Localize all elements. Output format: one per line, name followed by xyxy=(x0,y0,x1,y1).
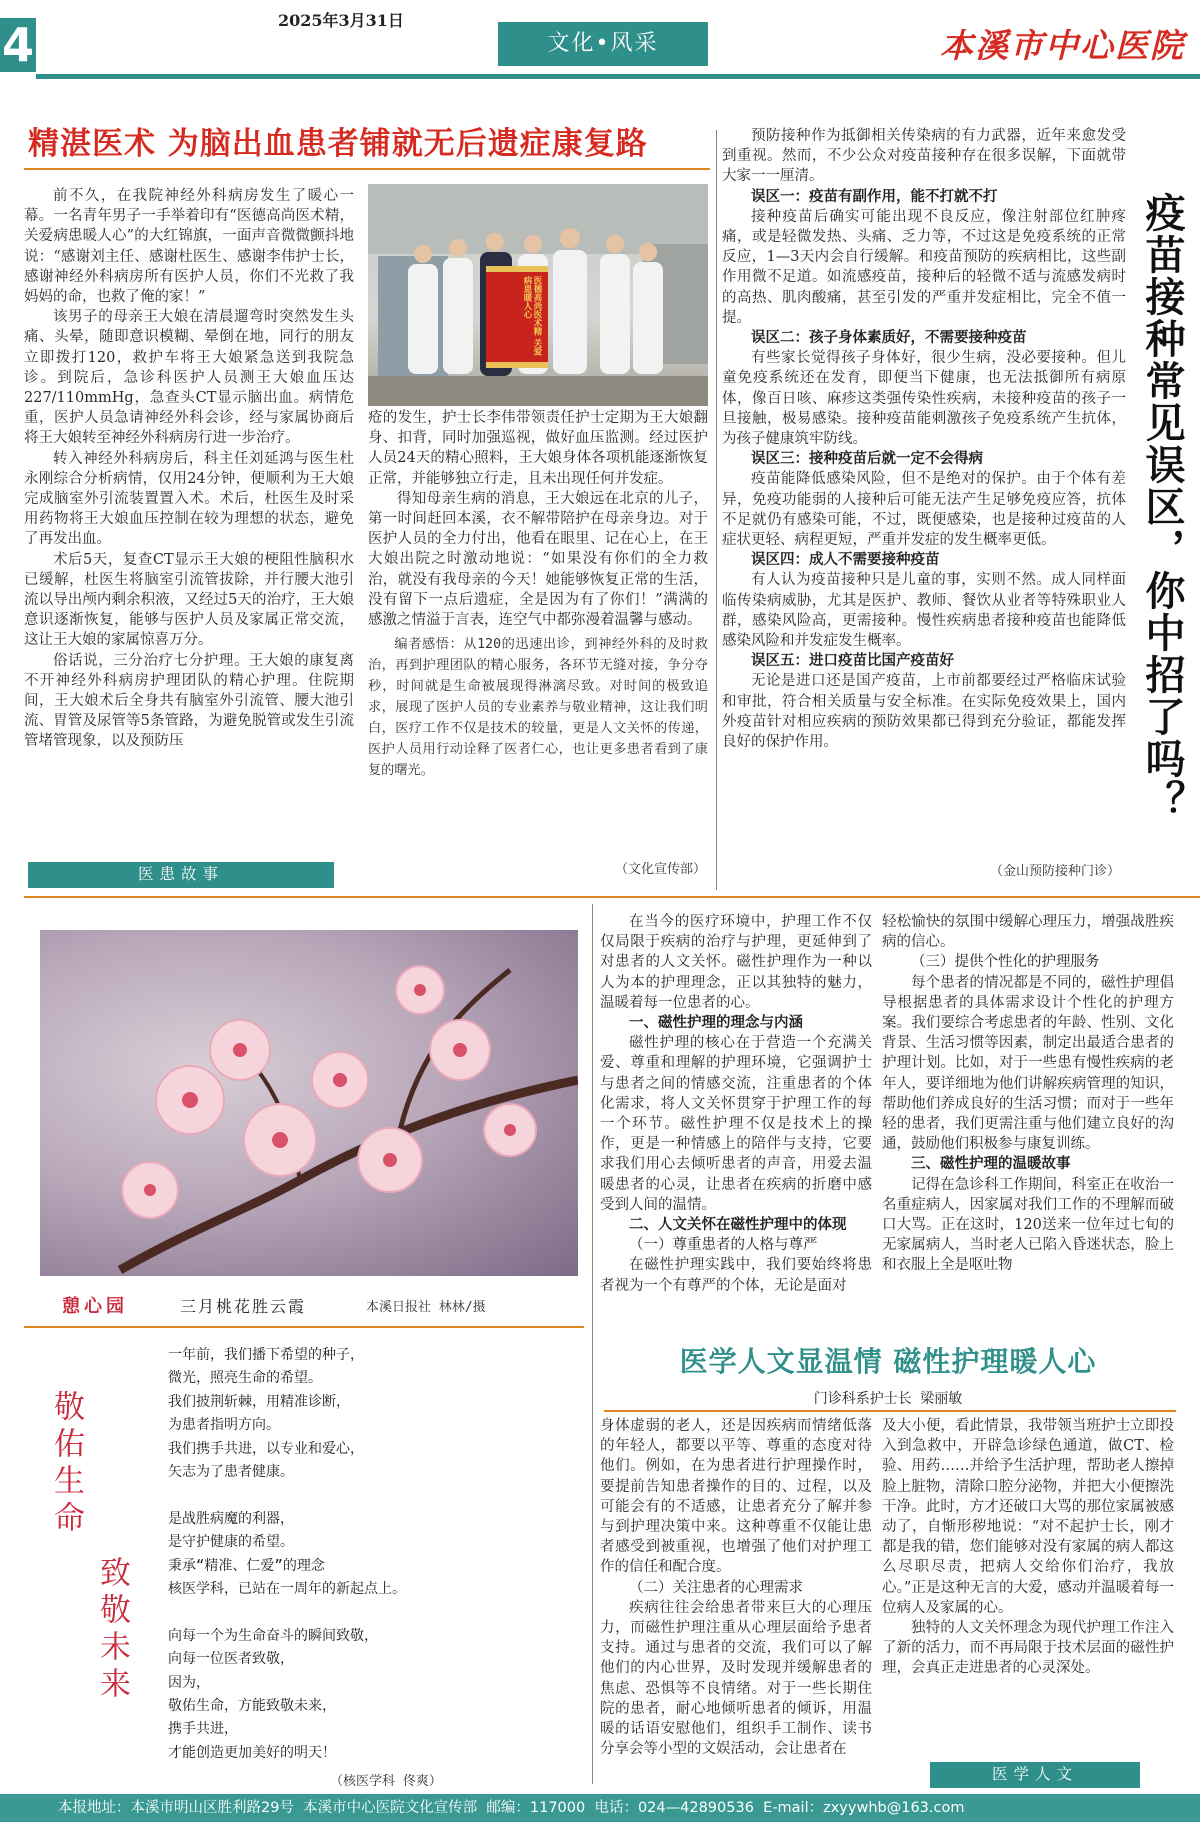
photo-credit: 本溪日报社 林林/摄 xyxy=(366,1300,486,1315)
a1-para-4: 术后5天，复查CT显示王大娘的梗阻性脑积水已缓解，杜医生将脑室引流管拔除，并行腰大池引流以导出颅内剩余积液，又经过5天的治疗，王大娘意识逐渐恢复，能够与医护人员及家属正常交流，这让王大娘的家属惊喜万分。 xyxy=(24,551,354,649)
poem-title-left: 敬佑生命 xyxy=(48,1390,84,1538)
article3-byline: 门诊科系护士长 梁丽敏 xyxy=(813,1391,963,1407)
article2-col xyxy=(722,126,1126,752)
a1-para-3: 转入神经外科病房后，科主任刘延鸿与医生杜永刚综合分析病情，仅用24分钟，便顺利为王大娘完成脑室外引流装置置入术。术后，杜医生及时采用药物将王大娘血压控制在较为理想的状态，避免了再发出血。 xyxy=(24,450,354,548)
article-divider xyxy=(716,130,717,890)
sub-heading: （三）提供个性化的护理服务 xyxy=(911,954,1100,971)
poem-title-right: 致敬未来 xyxy=(94,1556,130,1704)
article3-col2 xyxy=(882,912,1174,1276)
title-rule xyxy=(24,168,710,170)
article3-col3 xyxy=(600,1416,872,1759)
page-number: 4 xyxy=(1,18,34,72)
a2-p5: 无论是进口还是国产疫苗，上市前都要经过严格临床试验和审批，符合相关质量与安全标准。在实际免疫效果上，国内外疫苗针对相应疾病的预防效果都已得到充分验证，都能发挥良好的保护作用。 xyxy=(722,673,1126,751)
article1-credit: （文化宣传部） xyxy=(614,862,706,877)
poem-body xyxy=(168,1344,578,1765)
a2-h4: 误区四：成人不需要接种疫苗 xyxy=(751,552,940,569)
poem-line: 核医学科，已站在一周年的新起点上。 xyxy=(168,1581,406,1598)
issue-date: 2025年3月31日 xyxy=(278,11,404,30)
section-title: 文化•风采 xyxy=(498,22,708,66)
section-heading: 一、磁性护理的理念与内涵 xyxy=(629,1015,803,1032)
poem-line: 向每一个为生命奋斗的瞬间致敬， xyxy=(168,1627,378,1644)
poem-line: 微光，照亮生命的希望。 xyxy=(168,1370,322,1387)
a1-col2-para-1: 疮的发生，护士长李伟带领责任护士定期为王大娘翻身、扣背，同时加强巡视，做好血压监测。经过医护人员24天的精心照料，王大娘身体各项机能逐渐恢复正常，并能够独立行走，且未出现任何并发症。 xyxy=(368,410,708,487)
poem-line: 是守护健康的希望。 xyxy=(168,1534,294,1551)
a2-p3: 疫苗能降低感染风险，但不是绝对的保护。由于个体有差异，免疫功能弱的人接种后可能无法产生足够免疫应答，抗体不足就仍有感染可能，不过，既便感染，也是接种过疫苗的人症状更轻、病程更短，严重并发症的发生概率更低。 xyxy=(722,471,1126,549)
article2-credit: （金山预防接种门诊） xyxy=(989,864,1120,879)
a2-p4: 有人认为疫苗接种只是儿童的事，实则不然。成人同样面临传染病威胁，尤其是医护、教师、餐饮从业者等特殊职业人群，感染风险高，更需接种。慢性疾病患者接种疫苗也能降低感染风险和并发症发生概率。 xyxy=(722,572,1126,650)
footer-bar xyxy=(0,1794,1200,1822)
poem-line: 向每一位医者致敬， xyxy=(168,1651,294,1668)
a2-p1: 接种疫苗后确实可能出现不良反应，像注射部位红肿疼痛，或是轻微发热、头痛、乏力等，不过这是免疫系统的正常反应，1—3天内会自行缓解。和疫苗预防的疾病相比，这些副作用微不足道。如流感疫苗，接种后的轻微不适与流感发病时的高热、肌肉酸痛，甚至引发的严重并发症相比，完全不值一提。 xyxy=(722,208,1126,326)
article3-title: 医学人文显温情 磁性护理暖人心 xyxy=(679,1345,1097,1378)
sub-heading: （一）尊重患者的人格与尊严 xyxy=(629,1237,818,1254)
poem-line: 我们披荆斩棘，用精准诊断， xyxy=(168,1393,350,1410)
a2-intro: 预防接种作为抵御相关传染病的有力武器，近年来愈发受到重视。然而，不少公众对疫苗接种存在很多误解，下面就带大家一一厘清。 xyxy=(722,128,1126,185)
a1-col2-para-2: 得知母亲生病的消息，王大娘远在北京的儿子，第一时间赶回本溪，衣不解带陪护在母亲身边。对于医护人员的全力付出，他看在眼里、记在心上，在王大娘出院之时激动地说：“如果没有你们的全力救治，就没有我母亲的今天！她能够恢复正常的生活，没有留下一点后遗症，全是因为有了你们！”满满的感激之情溢于言表，连空气中都弥漫着温馨与感动。 xyxy=(368,490,708,629)
masthead: 本溪市中心医院 xyxy=(940,26,1185,65)
article1-tag: 医患故事 xyxy=(28,862,334,888)
article1-col1 xyxy=(24,186,354,752)
paragraph: 在磁性护理实践中，我们要始终将患者视为一个有尊严的个体，无论是面对 xyxy=(600,1257,872,1294)
lower-divider xyxy=(592,904,593,1784)
paragraph: 轻松愉快的氛围中缓解心理压力，增强战胜疾病的信心。 xyxy=(882,914,1174,951)
paragraph: 记得在急诊科工作期间，科室正在收治一名重症病人，因家属对我们工作的不理解而破口大骂。正在这时，120送来一位年过七旬的无家属病人，当时老人已陷入昏迷状态，脸上和衣服上全是呕吐物 xyxy=(882,1176,1174,1274)
poem-line: 为患者指明方向。 xyxy=(168,1417,280,1434)
article3-tag: 医学人文 xyxy=(930,1762,1140,1788)
poem-line: 因为， xyxy=(168,1674,210,1691)
poem-line: 才能创造更加美好的明天！ xyxy=(168,1744,336,1761)
section-separator xyxy=(24,896,1200,898)
article3-col4 xyxy=(882,1416,1174,1679)
poem-credit: （核医学科 佟爽） xyxy=(330,1774,442,1789)
paragraph: 独特的人文关怀理念为现代护理工作注入了新的活力，而不再局限于技术层面的磁性护理，会真正走进患者的心灵深处。 xyxy=(882,1620,1174,1677)
paragraph: 疾病往往会给患者带来巨大的心理压力，而磁性护理注重从心理层面给予患者支持。通过与患者的交流，我们可以了解他们的内心世界，及时发现并缓解患者的焦虑、恐惧等不良情绪。对于一些长期住院的患者，耐心地倾听患者的倾诉，用温暖的话语安慰他们，组织手工制作、读书分享会等小型的文娱活动，会让患者在 xyxy=(600,1599,872,1758)
a2-h1: 误区一：疫苗有副作用，能不打就不打 xyxy=(751,188,998,205)
poem-line: 我们携手共进，以专业和爱心， xyxy=(168,1440,364,1457)
page-header xyxy=(0,0,1200,84)
editor-note: 编者感悟：从120的迅速出诊，到神经外科的及时救治，再到护理团队的精心服务，各环节无缝对接，争分夺秒，时间就是生命被展现得淋漓尽致。对时间的极致追求，展现了医护人员的专业素养与敬业精神，这让我们明白，医疗工作不仅是技术的较量，更是人文关怀的传递，医护人员用行动诠释了医者仁心，也让更多患者看到了康复的曙光。 xyxy=(368,637,708,779)
photo-caption: 三月桃花胜云霞 xyxy=(180,1297,307,1316)
a1-para-1: 前不久，在我院神经外科病房发生了暖心一幕。一名青年男子一手举着印有“医德高尚医术精，关爱病患暖人心”的大红锦旗，一面声音微微颤抖地说：“感谢刘主任、感谢杜医生、感谢李伟护士长，感谢神经外科病房所有医护人员，你们不光救了我妈妈的命，也救了俺的家！” xyxy=(24,188,354,306)
paragraph: 在当今的医疗环境中，护理工作不仅仅局限于疾病的治疗与护理，更延伸到了对患者的人文关怀。磁性护理作为一种以人为本的护理理念，正以其独特的魅力，温暖着每一位患者的心。 xyxy=(600,914,872,1011)
a2-h3: 误区三：接种疫苗后就一定不会得病 xyxy=(751,451,983,468)
team-photo xyxy=(368,184,708,406)
poem-line xyxy=(168,1601,578,1624)
header-rule xyxy=(36,74,1200,79)
paragraph: 身体虚弱的老人，还是因疾病而情绪低落的年轻人，都要以平等、尊重的态度对待他们。例如，在为患者进行护理操作时，要提前告知患者操作的目的、过程，以及可能会有的不适感，让患者充分了解并参与到护理决策中来。这种尊重不仅能让患者感受到被重视，也增强了他们对护理工作的信任和配合度。 xyxy=(600,1418,872,1576)
paragraph: 及大小便，看此情景，我带领当班护士立即投入到急救中，开辟急诊绿色通道，做CT、检验、用药……并给予生活护理，帮助老人擦掉脸上脏物，清除口腔分泌物，并把大小便擦洗干净。此时，方才还破口大骂的那位家属被感动了，自惭形秽地说：“对不起护士长，刚才都是我的错，您们能够对没有家属的病人都这么尽职尽责，把病人交给你们治疗，我放心。”正是这种无言的大爱，感动并温暖着每一位病人及家属的心。 xyxy=(882,1418,1174,1616)
photo-column-label: 憩心园 xyxy=(62,1296,128,1317)
section-heading: 二、人文关怀在磁性护理中的体现 xyxy=(629,1217,847,1234)
paragraph: 每个患者的情况都是不同的，磁性护理倡导根据患者的具体需求设计个性化的护理方案。我们要综合考虑患者的年龄、性别、文化背景、生活习惯等因素，制定出最适合患者的护理计划。比如，对于一些患有慢性疾病的老年人，要详细地为他们讲解疾病管理的知识，帮助他们养成良好的生活习惯；而对于一些年轻的患者，我们更需注重与他们建立良好的沟通，鼓励他们积极参与康复训练。 xyxy=(882,974,1174,1153)
article3-col1 xyxy=(600,912,872,1296)
poem-line xyxy=(168,1484,578,1507)
section-heading: 三、磁性护理的温暖故事 xyxy=(911,1156,1071,1173)
poem-line: 是战胜病魔的利器， xyxy=(168,1510,294,1527)
footer-text: 本报地址：本溪市明山区胜利路29号 本溪市中心医院文化宣传部 邮编：117000 电话：024—42890536 E-mail：zxyywhb@163.com xyxy=(58,1800,965,1816)
poem-line: 携手共进， xyxy=(168,1721,238,1738)
article2-title: 疫苗接种常见误区，你中招了吗？ xyxy=(1139,192,1186,822)
photo-rule xyxy=(24,1326,584,1328)
poem-line: 矢志为了患者健康。 xyxy=(168,1464,294,1481)
paragraph: 磁性护理的核心在于营造一个充满关爱、尊重和理解的护理环境，它强调护士与患者之间的情感交流，注重患者的个体化需求，将人文关怀贯穿于护理工作的每一个环节。磁性护理不仅是技术上的操作，更是一种情感上的陪伴与支持，它要求我们用心去倾听患者的声音，用爱去温暖患者的心灵，让患者在疾病的折磨中感受到人间的温情。 xyxy=(600,1035,872,1213)
poem-line: 敬佑生命，方能致敬未来， xyxy=(168,1698,336,1715)
a2-h5: 误区五：进口疫苗比国产疫苗好 xyxy=(751,653,954,670)
a1-para-2: 该男子的母亲王大娘在清晨遛弯时突然发生头痛、头晕，随即意识模糊、晕倒在地，同行的朋友立即拨打120，救护车将王大娘紧急送到我院急诊。到院后，急诊科医护人员测王大娘血压达227/110mmHg，急查头CT显示脑出血。病情危重，医护人员急请神经外科会诊，经与家属协商后将王大娘转至神经外科病房行进一步治疗。 xyxy=(24,309,354,447)
blossom-photo xyxy=(40,930,578,1276)
a2-p2: 有些家长觉得孩子身体好，很少生病，没必要接种。但儿童免疫系统还在发育，即便当下健康，也无法抵御所有病原体，像百日咳、麻疹这类强传染性疾病，未接种疫苗的孩子一旦接触，极易感染。接种疫苗能刺激孩子免疫系统产生抗体，为孩子健康筑牢防线。 xyxy=(722,350,1126,448)
banner-text: 医德高尚医术精 关爱病患暖人心 xyxy=(522,276,542,356)
poem-line: 秉承“精准、仁爱”的理念 xyxy=(168,1557,325,1574)
a2-h2: 误区二：孩子身体素质好，不需要接种疫苗 xyxy=(751,330,1027,347)
sub-heading: （二）关注患者的心理需求 xyxy=(629,1579,803,1596)
article1-col2 xyxy=(368,408,708,781)
article3-rule xyxy=(604,1410,1176,1412)
poem-line: 一年前，我们播下希望的种子， xyxy=(168,1347,364,1363)
article1-title: 精湛医术 为脑出血患者铺就无后遗症康复路 xyxy=(28,126,648,162)
a1-para-5: 俗话说，三分治疗七分护理。王大娘的康复离不开神经外科病房护理团队的精心护理。住院期间，王大娘术后全身共有脑室外引流管、腰大池引流、胃管及尿管等5条管路，为避免脱管或发生引流管堵管现象，以及预防压 xyxy=(24,652,354,750)
